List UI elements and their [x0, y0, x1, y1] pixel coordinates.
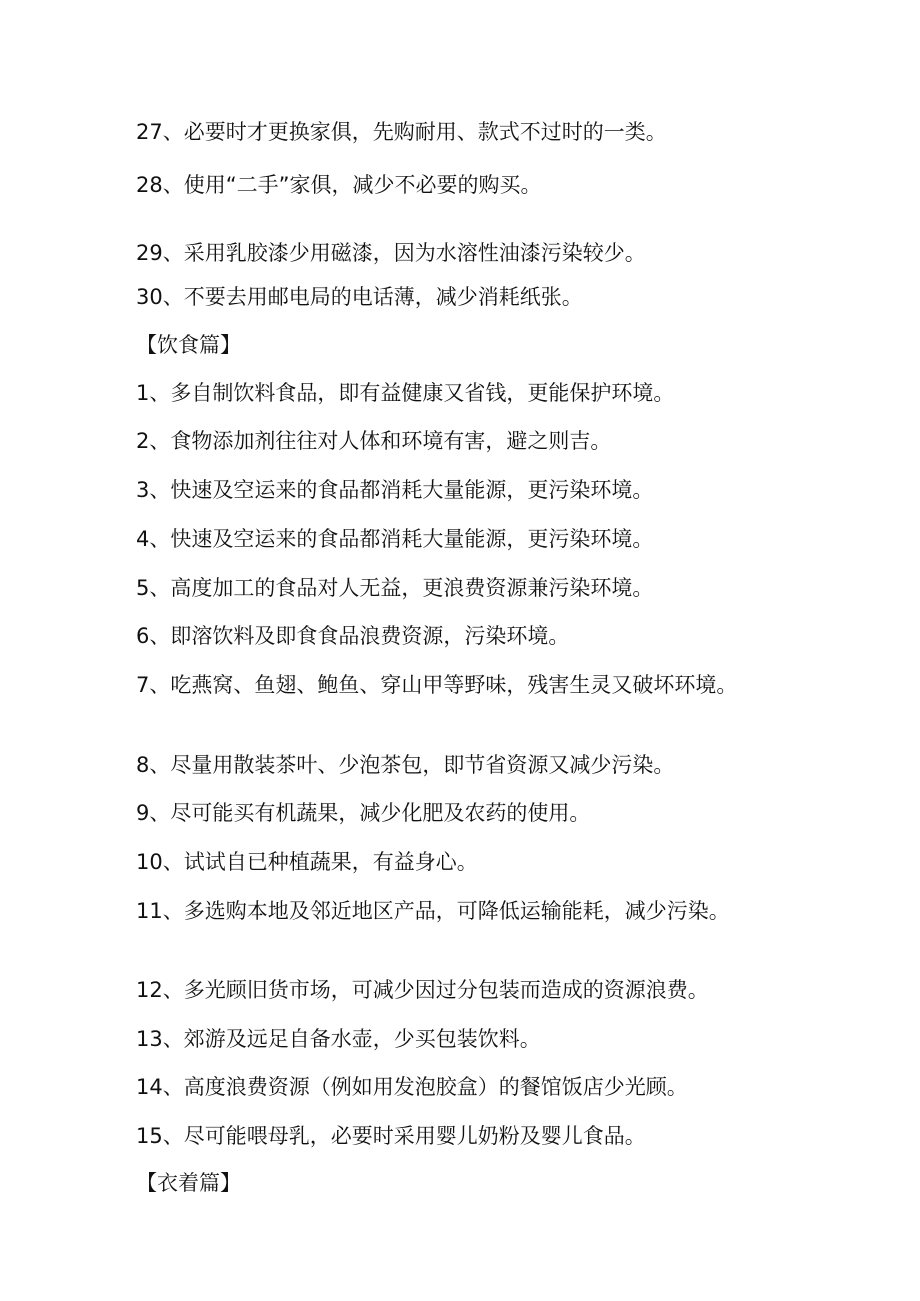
- section-heading: 【饮食篇】: [136, 333, 241, 357]
- list-item: 3、快速及空运来的食品都消耗大量能源，更污染环境。: [136, 478, 654, 502]
- list-item: 30、不要去用邮电局的电话薄，减少消耗纸张。: [136, 285, 583, 309]
- list-item: 4、快速及空运来的食品都消耗大量能源，更污染环境。: [136, 527, 654, 551]
- list-item: 15、尽可能喂母乳，必要时采用婴儿奶粉及婴儿食品。: [136, 1124, 646, 1148]
- list-item: 8、尽量用散装茶叶、少泡茶包，即节省资源又减少污染。: [136, 753, 675, 777]
- list-item: 29、采用乳胶漆少用磁漆，因为水溶性油漆污染较少。: [136, 241, 646, 265]
- list-item: 5、高度加工的食品对人无益，更浪费资源兼污染环境。: [136, 576, 654, 600]
- section-heading: 【衣着篇】: [136, 1171, 241, 1195]
- list-item: 27、必要时才更换家俱，先购耐用、款式不过时的一类。: [136, 120, 667, 144]
- list-item: 10、试试自已种植蔬果，有益身心。: [136, 850, 478, 874]
- list-item: 12、多光顾旧货市场，可减少因过分包装而造成的资源浪费。: [136, 978, 709, 1002]
- list-item: 11、多选购本地及邻近地区产品，可降低运输能耗，减少污染。: [136, 899, 730, 923]
- list-item: 1、多自制饮料食品，即有益健康又省钱，更能保护环境。: [136, 381, 675, 405]
- list-item: 9、尽可能买有机蔬果，减少化肥及农药的使用。: [136, 801, 591, 825]
- list-item: 2、食物添加剂往往对人体和环境有害，避之则吉。: [136, 429, 612, 453]
- list-item: 6、即溶饮料及即食食品浪费资源，污染环境。: [136, 624, 570, 648]
- list-item: 28、使用“二手”家俱，减少不必要的购买。: [136, 173, 542, 197]
- list-item: 7、吃燕窝、鱼翅、鲍鱼、穿山甲等野味，残害生灵又破坏环境。: [136, 673, 738, 697]
- list-item: 14、高度浪费资源（例如用发泡胶盒）的餐馆饭店少光顾。: [136, 1075, 688, 1099]
- list-item: 13、郊游及远足自备水壶，少买包装饮料。: [136, 1027, 541, 1051]
